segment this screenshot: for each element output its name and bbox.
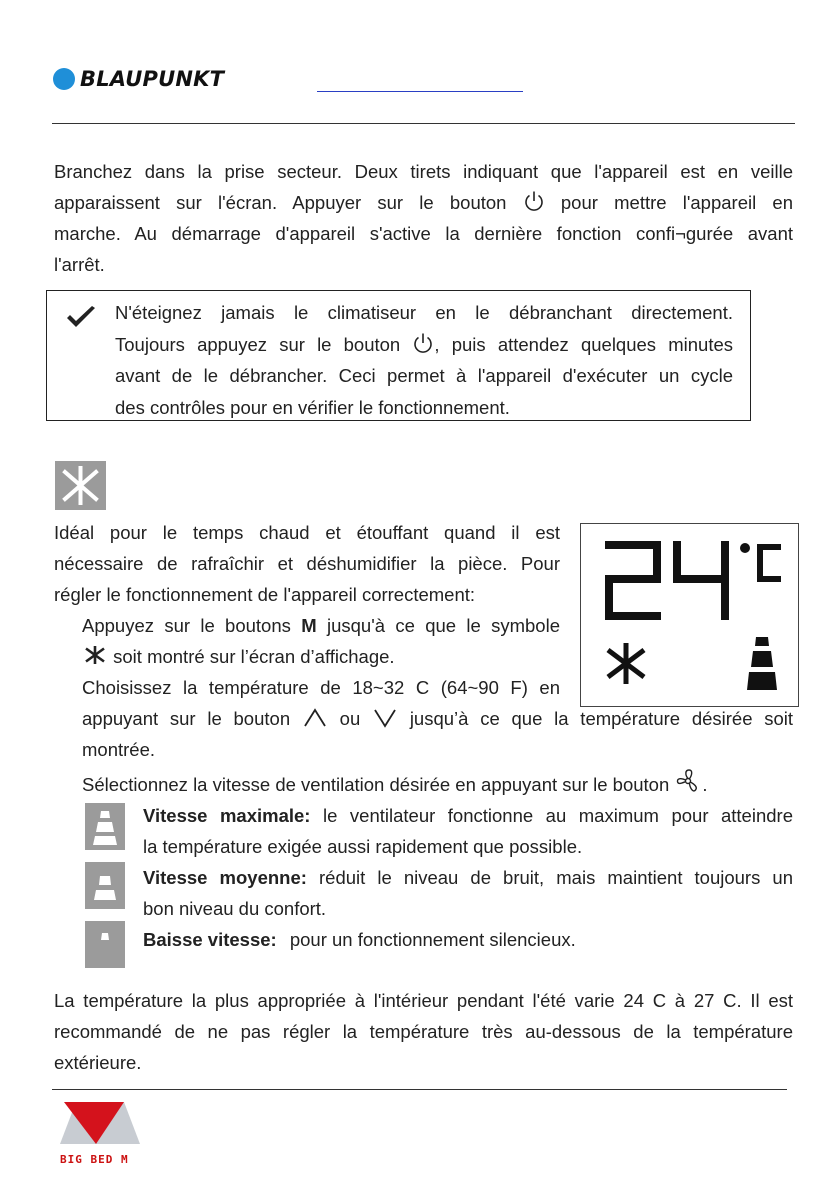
up-arrow-icon (302, 708, 328, 728)
intro-line-4: l'arrêt. (54, 254, 105, 275)
cooling-steps: Appuyez sur le boutons M jusqu'à ce que le symbole soit montré sur l’écran d’affichage. Choisissez la température de 18~32 C (64~90 F) en (82, 615, 560, 698)
fan-speed-medium-text: Vitesse moyenne: réduit le niveau de bruit, mais maintient toujours un bon niveau du confort. (143, 867, 793, 919)
fan-speed-high-text: Vitesse maximale: le ventilateur fonctionne au maximum pour atteindre la température exigée aussi rapidement que possible. (143, 805, 793, 857)
power-icon (412, 332, 434, 354)
footer-logo-text: BIG BED M (60, 1153, 129, 1166)
footer-logo (60, 1100, 140, 1166)
summary-paragraph: La température la plus appropriée à l'intérieur pendant l'été varie 24 C à 27 C. Il est recommandé de ne pas régler la température très au-dessous de la température extérieure. (54, 990, 793, 1073)
cooling-steps-continued: appuyant sur le bouton ou jusqu’à ce que la température désirée soit montrée. Sélectionnez la vitesse de ventilation désirée en appuyant sur le bouton . (82, 708, 794, 795)
intro-paragraph (54, 156, 793, 280)
header-divider (52, 123, 795, 124)
power-icon (523, 190, 545, 212)
fan-speed-low-icon (85, 921, 125, 968)
snowflake-icon (55, 461, 106, 510)
footer-divider (52, 1089, 787, 1090)
checkmark-icon (65, 305, 97, 329)
fan-speed-medium-icon (85, 862, 125, 909)
intro-line-2: apparaissent sur l'écran. Appuyer sur le bouton pour mettre l'appareil en (54, 192, 793, 213)
brand-name: BLAUPUNKT (80, 67, 225, 91)
header-link-underline (317, 91, 523, 92)
cooling-description: Idéal pour le temps chaud et étouffant quand il est nécessaire de rafraîchir et déshumidifier la pièce. Pour régler le fonctionnement de l'appareil correctement: (54, 522, 560, 605)
intro-line-1: Branchez dans la prise secteur. Deux tirets indiquant que l'appareil est en veille (54, 161, 793, 182)
down-arrow-icon (372, 708, 398, 728)
brand-logo (53, 67, 224, 91)
fan-speed-low-badge (85, 921, 125, 968)
fan-icon (674, 768, 702, 794)
intro-line-3: marche. Au démarrage d'appareil s'active la dernière fonction confi¬gurée avant (54, 223, 793, 244)
warning-note-text: N'éteignez jamais le climatiseur en le débranchant directement. Toujours appuyez sur le bouton , puis attendez quelques minutes avant de le débrancher. Ceci permet à l'appareil d'exécuter un cycle des contrôles pour en vérifier le fonctionnement. (115, 302, 733, 418)
fan-speed-high-badge (85, 803, 125, 850)
lcd-display (580, 523, 799, 707)
fan-speed-medium-badge (85, 862, 125, 909)
fan-speed-low-text: Baisse vitesse: pour un fonctionnement silencieux. (143, 929, 576, 950)
cooling-mode-badge (55, 461, 106, 510)
snowflake-icon (82, 644, 108, 666)
lcd-segments (581, 524, 800, 708)
warning-note-box (46, 290, 751, 421)
brand-dot-icon (53, 68, 75, 90)
footer-logo-mark-icon (60, 1100, 140, 1146)
mode-key-label: M (301, 615, 317, 636)
fan-speed-high-icon (85, 803, 125, 850)
